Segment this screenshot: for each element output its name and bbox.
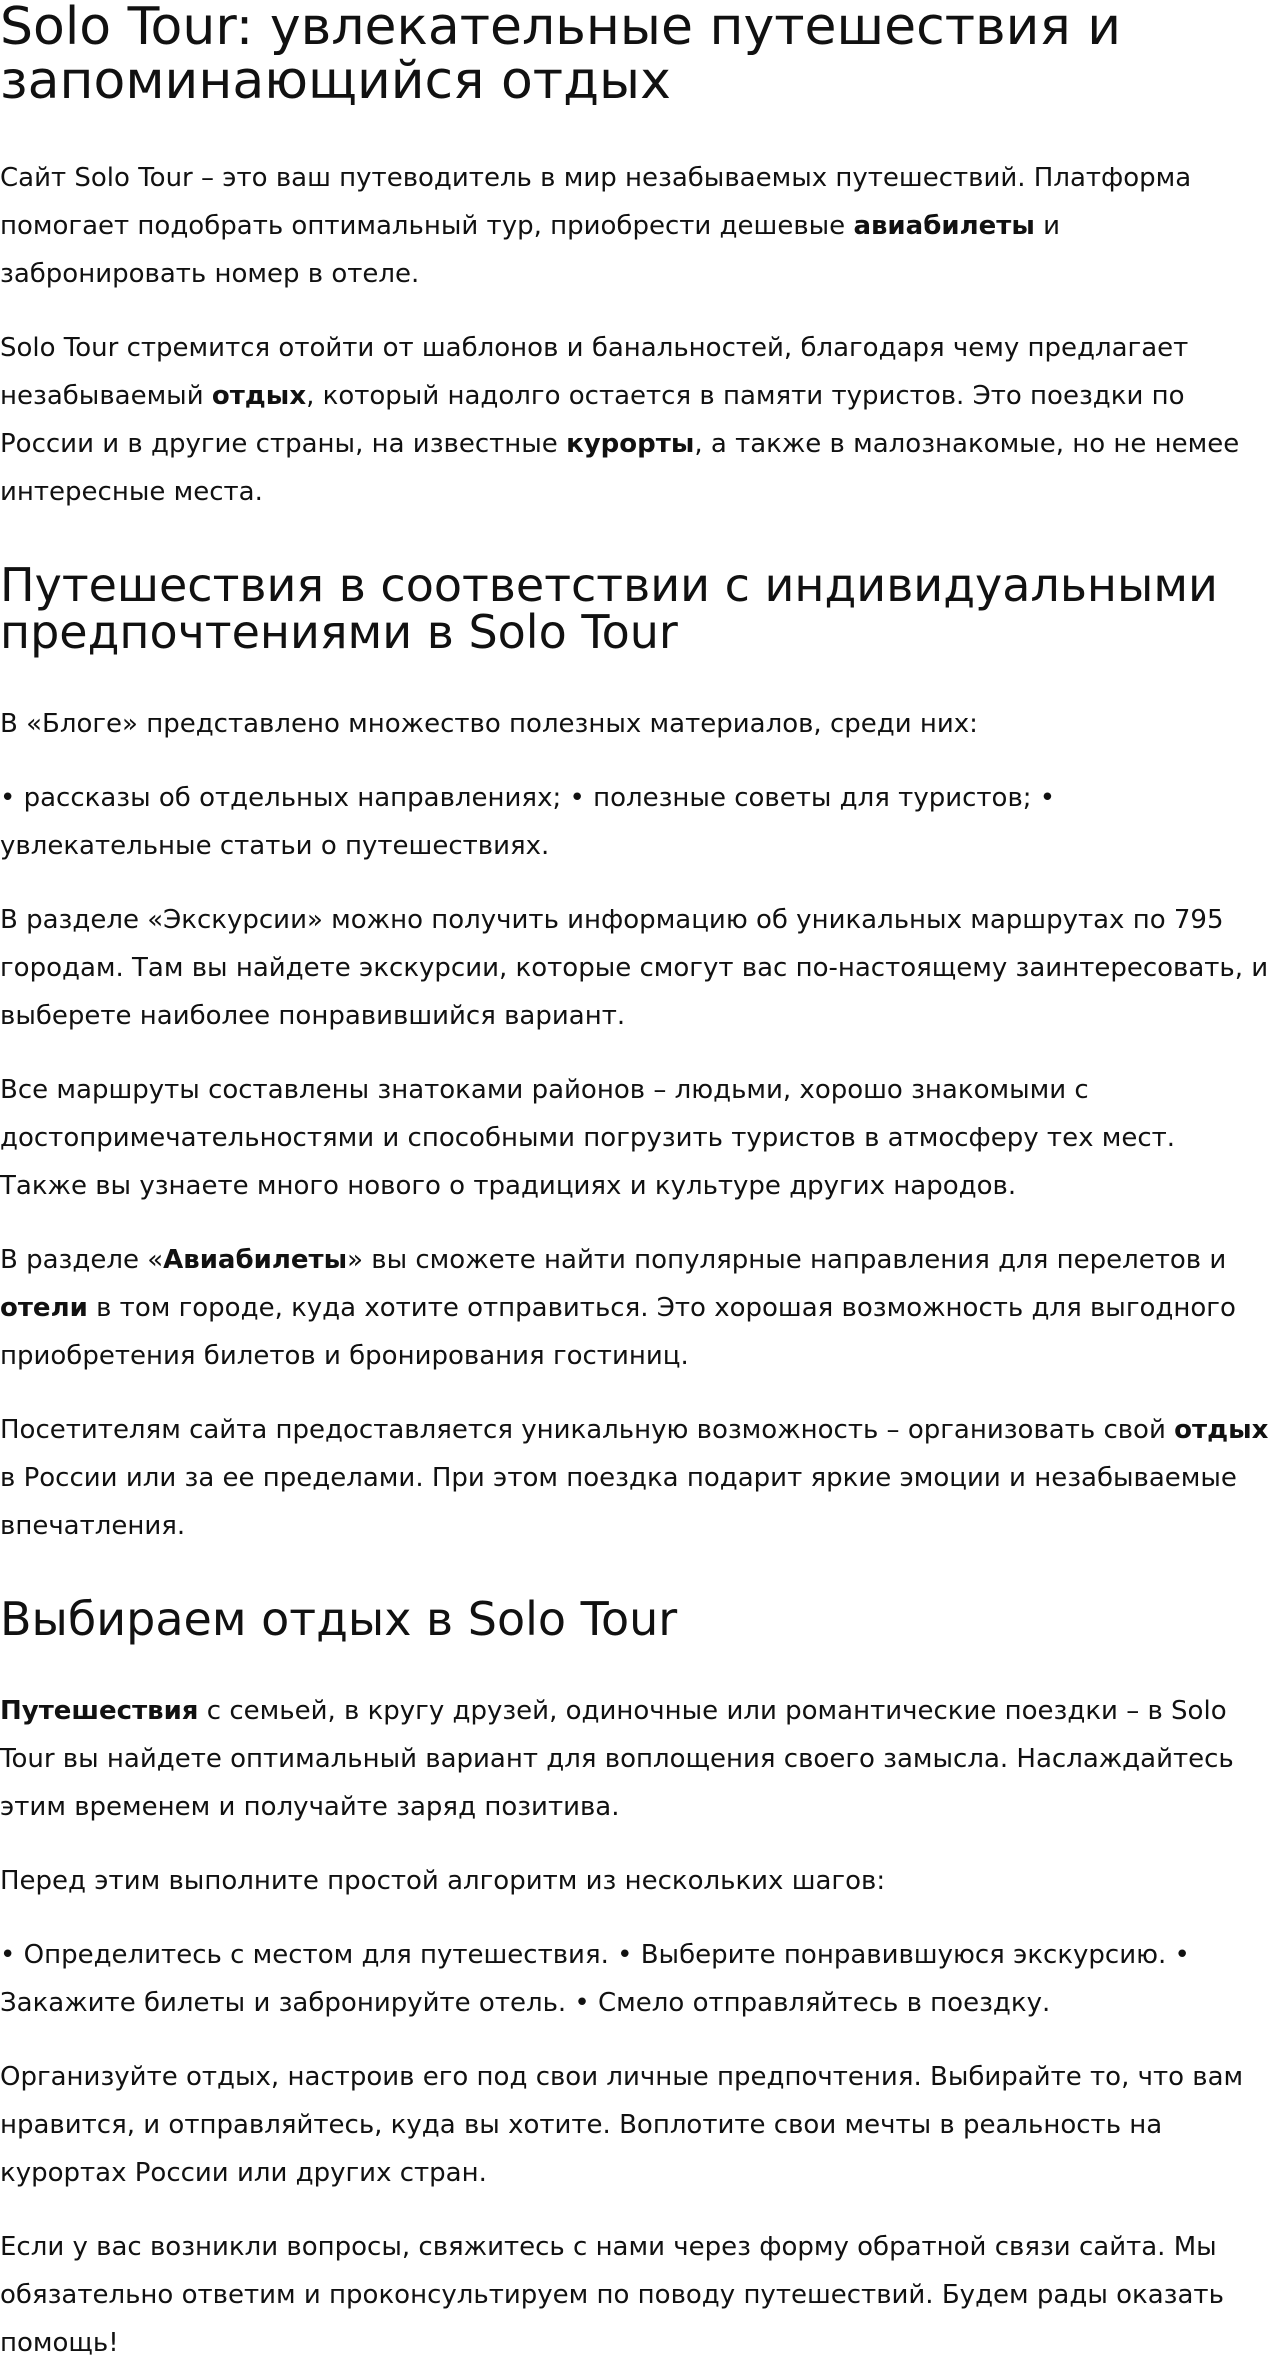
section2-paragraph-3: • Определитесь с местом для путешествия. • Выберите понравившуюся экскурсию. • Закажите билеты и забронируйте отель. • Смело отправляйтесь в поездку. [0, 1940, 1190, 2018]
section1-p6-text-c: в России или за ее пределами. При этом поездка подарит яркие эмоции и незабываемые впечатления. [0, 1463, 1237, 1541]
section2-paragraph-4: Организуйте отдых, настроив его под свои личные предпочтения. Выбирайте то, что вам нравится, и отправляйтесь, куда вы хотите. Воплотите свои мечты в реальность на курортах России или других стран. [0, 2062, 1244, 2188]
intro-p1-bold-aviabilety: авиабилеты [853, 211, 1035, 241]
intro-p2-text-e: , а также в малознакомые, но не немее интересные места. [0, 429, 1240, 507]
section2-paragraph-1 [0, 1687, 1270, 1831]
section1-p5-bold-oteli: отели [0, 1293, 88, 1323]
section2-p1-text-b: с семьей, в кругу друзей, одиночные или романтические поездки – в Solo Tour вы найдете оптимальный вариант для воплощения своего замысла. Наслаждайтесь этим временем и получайте заряд позитива. [0, 1696, 1234, 1822]
section2-p1-bold-puteshestviya: Путешествия [0, 1696, 199, 1726]
section1-paragraph-3: В разделе «Экскурсии» можно получить информацию об уникальных маршрутах по 795 городам. Там вы найдете экскурсии, которые смогут вас по-настоящему заинтересовать, и выберете наиболее понравившийся вариант. [0, 905, 1269, 1031]
intro-p2-text-c: , который надолго остается в памяти туристов. Это поездки по России и в другие страны, на известные [0, 381, 1185, 459]
section1-p5-bold-aviabilety: Авиабилеты [163, 1245, 348, 1275]
intro-paragraph-2 [0, 324, 1270, 516]
section1-p5-text-e: в том городе, куда хотите отправиться. Это хорошая возможность для выгодного приобретения билетов и бронирования гостиниц. [0, 1293, 1236, 1371]
section1-p6-bold-otdyh: отдых [1174, 1415, 1269, 1445]
intro-p1-text-c: и забронировать номер в отеле. [0, 211, 1060, 289]
section1-paragraph-2: • рассказы об отдельных направлениях; • полезные советы для туристов; • увлекательные статьи о путешествиях. [0, 783, 1056, 861]
section1-paragraph-6 [0, 1406, 1270, 1550]
section2-heading: Выбираем отдых в Solo Tour [0, 1592, 678, 1646]
section1-paragraph-1: В «Блоге» представлено множество полезных материалов, среди них: [0, 709, 978, 739]
intro-p2-text-a: Solo Tour стремится отойти от шаблонов и банальностей, благодаря чему предлагает незабываемый [0, 333, 1189, 411]
section1-paragraph-4: Все маршруты составлены знатоками районов – людьми, хорошо знакомыми с достопримечательностями и способными погрузить туристов в атмосферу тех мест. Также вы узнаете много нового о традициях и культуре других народов. [0, 1075, 1176, 1201]
section1-paragraph-5 [0, 1236, 1270, 1380]
intro-p2-bold-kurorty: курорты [566, 429, 695, 459]
intro-p2-bold-otdyh: отдых [211, 381, 307, 411]
section1-p5-text-c: » вы сможете найти популярные направления для перелетов и [347, 1245, 1227, 1275]
intro-p1-text-a: Сайт Solo Tour – это ваш путеводитель в мир незабываемых путешествий. Платформа помогает подобрать оптимальный тур, приобрести дешевые [0, 163, 1192, 241]
page-title: Solo Tour: увлекательные путешествия и запоминающийся отдых [0, 0, 1122, 111]
section1-p5-text-a: В разделе « [0, 1245, 164, 1275]
section1-heading: Путешествия в соответствии с индивидуальными предпочтениями в Solo Tour [0, 558, 1218, 659]
section2-paragraph-2: Перед этим выполните простой алгоритм из нескольких шагов: [0, 1866, 886, 1896]
section1-p6-text-a: Посетителям сайта предоставляется уникальную возможность – организовать свой [0, 1415, 1175, 1445]
intro-paragraph-1 [0, 154, 1270, 298]
section2-paragraph-5: Если у вас возникли вопросы, свяжитесь с нами через форму обратной связи сайта. Мы обязательно ответим и проконсультируем по поводу путешествий. Будем рады оказать помощь! [0, 2232, 1224, 2358]
